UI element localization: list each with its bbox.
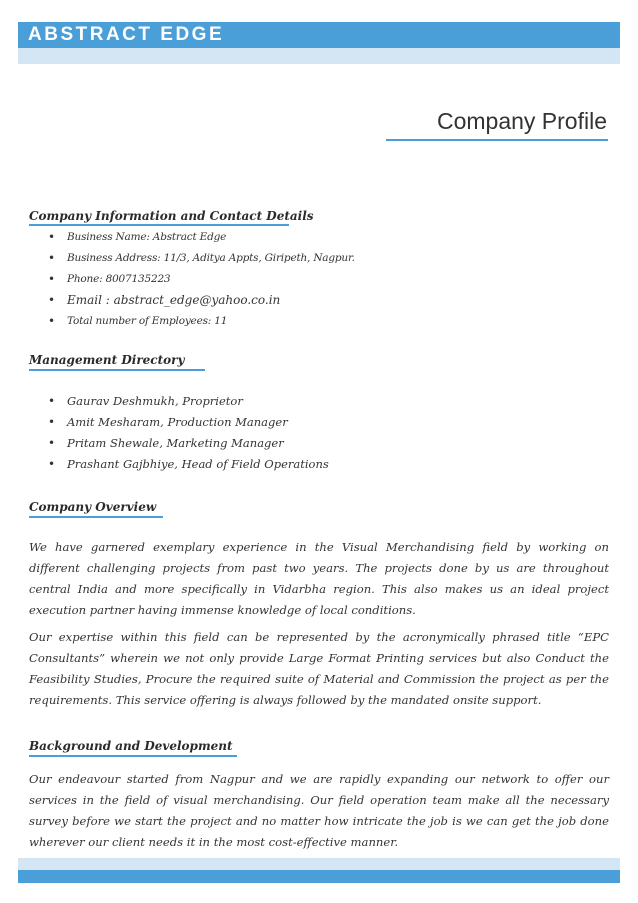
list-item: • Business Address: 11/3, Aditya Appts, Giripeth, Nagpur. <box>48 248 355 269</box>
title-underline <box>386 139 608 141</box>
management-underline <box>29 369 205 371</box>
background-paragraph: Our endeavour started from Nagpur and we are rapidly expanding our network to offer our services in the field of visual merchandising. Our field operation team make all the necessary survey before we start the project and no matter how intricate the job is we can get the job done wherever our client needs it in the most cost-effective manner. <box>29 772 609 849</box>
footer-strip <box>18 858 620 870</box>
background-heading: Background and Development <box>29 739 233 753</box>
company-info-underline <box>29 224 289 226</box>
list-item: • Amit Mesharam, Production Manager <box>48 412 329 433</box>
list-item: • Total number of Employees: 11 <box>48 311 355 332</box>
company-info-heading: Company Information and Contact Details <box>29 209 314 223</box>
header-strip <box>18 48 620 64</box>
footer-bar <box>18 870 620 883</box>
background-underline <box>29 755 237 757</box>
overview-paragraph-1: We have garnered exemplary experience in the Visual Merchandising field by working on different challenging projects from past two years. The projects done by us are throughout central India and more specifically in Vidarbha region. This also makes us an ideal project execution partner having immense knowledge of local conditions. <box>29 540 609 617</box>
list-item: • Business Name: Abstract Edge <box>48 227 355 248</box>
brand-name: ABSTRACT EDGE <box>28 24 225 45</box>
overview-paragraph-2: Our expertise within this field can be represented by the acronymically phrased title “EPC Consultants” wherein we not only provide Large Format Printing services but also Conduct the Feasibility Studies, Procure the required suite of Material and Commission the project as per the requirements. This service offering is always followed by the mandated onsite support. <box>29 630 609 707</box>
list-item: • Phone: 8007135223 <box>48 269 355 290</box>
management-list <box>48 391 329 475</box>
list-item: • Pritam Shewale, Marketing Manager <box>48 433 329 454</box>
list-item: • Gaurav Deshmukh, Proprietor <box>48 391 329 412</box>
header-bar <box>18 22 620 48</box>
list-item: • Email : abstract_edge@yahoo.co.in <box>48 290 355 311</box>
page-title: Company Profile <box>436 108 607 134</box>
management-heading: Management Directory <box>29 353 185 367</box>
overview-underline <box>29 516 163 518</box>
overview-heading: Company Overview <box>29 500 157 514</box>
company-info-list <box>48 227 355 332</box>
list-item: • Prashant Gajbhiye, Head of Field Operations <box>48 454 329 475</box>
